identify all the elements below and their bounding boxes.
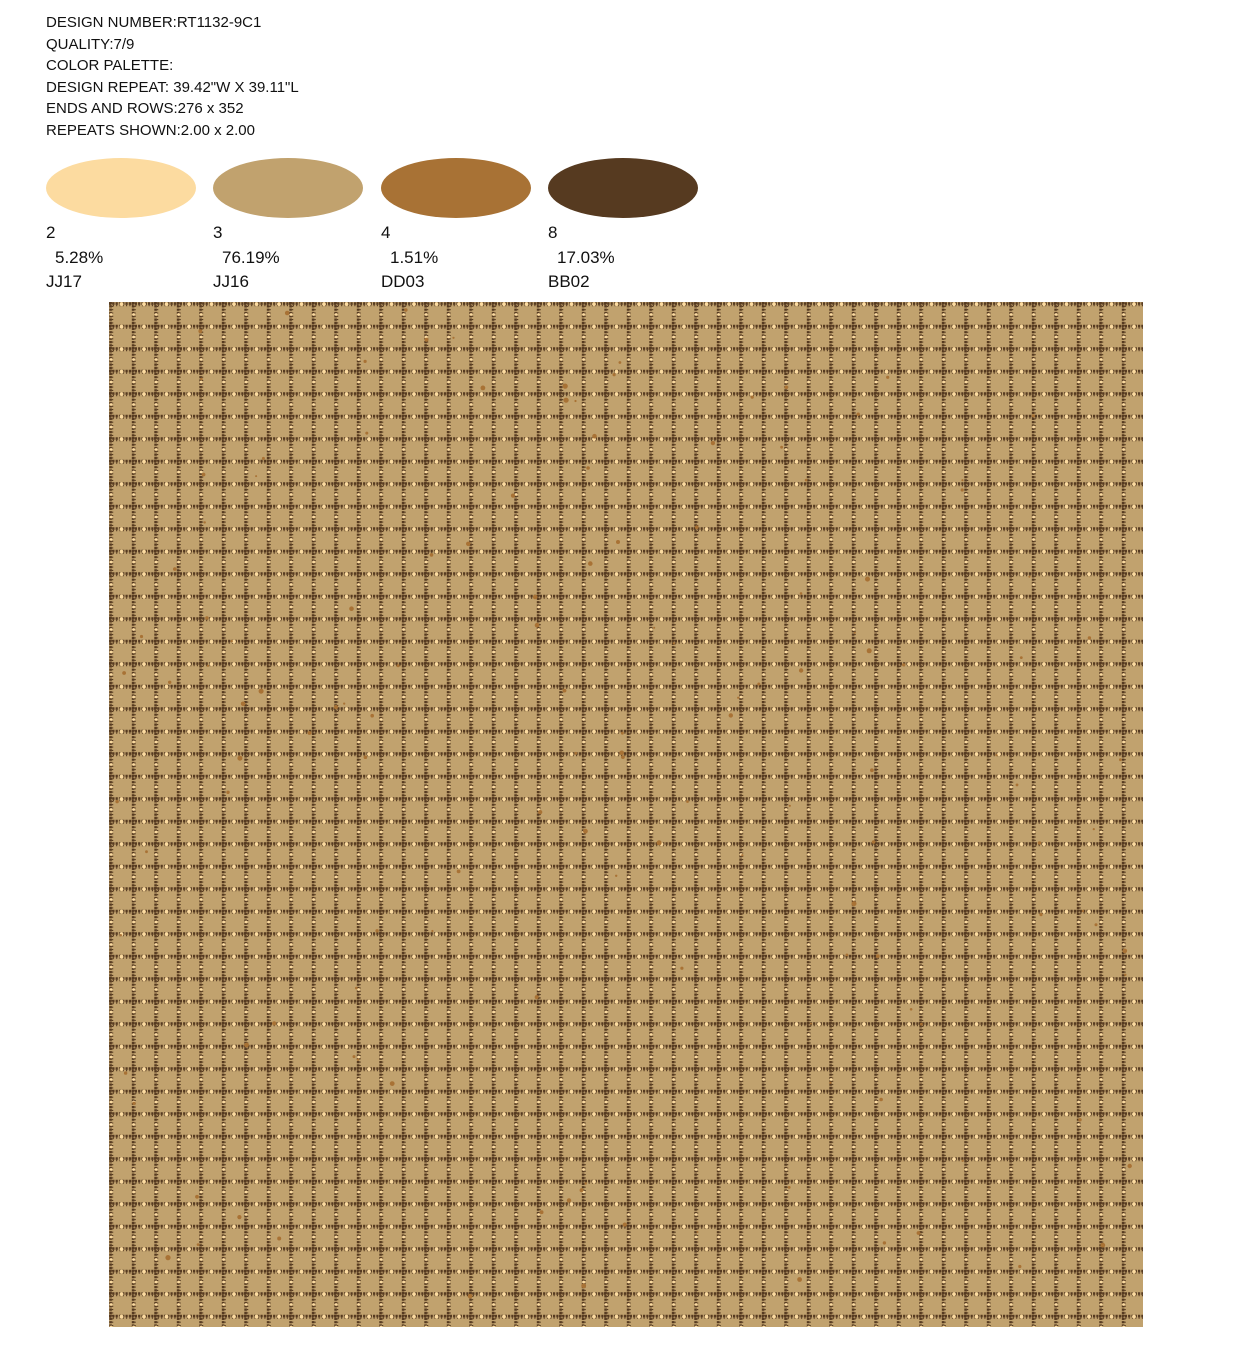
accent-speckle <box>120 934 122 936</box>
ends-and-rows: ENDS AND ROWS:276 x 352 <box>46 100 244 118</box>
accent-speckle <box>533 595 538 600</box>
quality: QUALITY:7/9 <box>46 35 135 53</box>
accent-speckle <box>1123 949 1128 954</box>
accent-speckle <box>343 703 345 705</box>
accent-speckle <box>145 850 148 853</box>
accent-speckle <box>357 1059 359 1061</box>
accent-speckle <box>621 755 625 759</box>
accent-speckle <box>696 1231 698 1233</box>
accent-speckle <box>872 840 876 844</box>
accent-speckle <box>563 689 567 693</box>
accent-speckle <box>846 954 849 957</box>
accent-speckle <box>653 627 655 629</box>
accent-speckle <box>364 755 368 759</box>
accent-speckle <box>852 901 857 906</box>
accent-speckle <box>198 329 202 333</box>
accent-speckle <box>751 396 754 399</box>
accent-speckle <box>737 697 739 699</box>
accent-speckle <box>1020 656 1023 659</box>
color-number: 3 <box>213 223 223 242</box>
accent-speckle <box>1016 784 1019 787</box>
accent-speckle <box>272 1021 276 1025</box>
accent-speckle <box>262 457 265 460</box>
accent-speckle <box>865 577 870 582</box>
color-percent: 5.28% <box>55 247 104 267</box>
accent-speckle <box>334 705 338 709</box>
color-percent: 17.03% <box>557 247 615 267</box>
carpet-pattern-preview <box>109 302 1143 1327</box>
accent-speckle <box>810 1023 812 1025</box>
accent-speckle <box>308 731 312 735</box>
accent-speckle <box>375 929 378 932</box>
accent-speckle <box>962 1160 964 1162</box>
accent-speckle <box>237 756 242 761</box>
accent-speckle <box>686 800 689 803</box>
accent-speckle <box>886 376 889 379</box>
accent-speckle <box>425 338 429 342</box>
color-number: 2 <box>46 223 56 242</box>
accent-speckle <box>797 1277 802 1282</box>
accent-speckle <box>277 1237 281 1241</box>
accent-speckle <box>538 810 542 814</box>
accent-speckle <box>255 475 257 477</box>
color-swatch <box>548 158 698 218</box>
accent-speckle <box>231 640 233 642</box>
accent-speckle <box>452 337 454 339</box>
accent-speckle <box>132 1102 135 1105</box>
accent-speckle <box>857 413 860 416</box>
accent-speckle <box>789 805 791 807</box>
accent-speckle <box>349 606 354 611</box>
accent-speckle <box>207 665 209 667</box>
accent-speckle <box>1124 974 1126 976</box>
accent-speckle <box>1128 1164 1132 1168</box>
accent-speckle <box>365 432 368 435</box>
accent-speckle <box>1018 1265 1021 1268</box>
accent-speckle <box>431 930 433 932</box>
accent-speckle <box>1038 841 1041 844</box>
accent-speckle <box>140 635 143 638</box>
accent-speckle <box>285 311 290 316</box>
accent-speckle <box>592 434 597 439</box>
accent-speckle <box>729 713 733 717</box>
repeats-shown: REPEATS SHOWN:2.00 x 2.00 <box>46 121 255 139</box>
accent-speckle <box>711 441 715 445</box>
accent-speckle <box>404 308 407 311</box>
accent-speckle <box>122 671 126 675</box>
accent-speckle <box>165 1255 170 1260</box>
accent-speckle <box>430 553 434 557</box>
accent-speckle <box>800 592 803 595</box>
accent-speckle <box>581 1283 586 1288</box>
accent-speckle <box>757 683 760 686</box>
palette-entry <box>548 158 708 295</box>
color-percent: 76.19% <box>222 247 280 267</box>
accent-speckle <box>563 384 568 389</box>
accent-speckle <box>829 1082 831 1084</box>
accent-speckle <box>920 1023 923 1026</box>
color-code: JJ16 <box>213 272 249 291</box>
accent-speckle <box>197 1243 200 1246</box>
accent-speckle <box>397 664 400 667</box>
color-number: 8 <box>548 223 558 242</box>
accent-speckle <box>961 479 963 481</box>
accent-speckle <box>1100 1243 1105 1248</box>
accent-speckle <box>588 561 593 566</box>
accent-speckle <box>468 1294 473 1299</box>
design-spec-block <box>46 12 299 142</box>
color-palette-heading: COLOR PALETTE: <box>46 57 174 75</box>
accent-speckle <box>995 754 997 756</box>
accent-speckle <box>870 768 874 772</box>
accent-speckle <box>205 616 208 619</box>
accent-speckle <box>1039 913 1042 916</box>
accent-speckle <box>1119 758 1122 761</box>
color-palette <box>46 158 746 298</box>
accent-speckle <box>124 1071 127 1074</box>
accent-speckle <box>695 525 699 529</box>
accent-speckle <box>370 714 374 718</box>
carpet-pattern-svg <box>109 302 1143 1327</box>
accent-speckle <box>673 642 675 644</box>
accent-speckle <box>202 473 206 477</box>
grid-fill <box>109 302 1143 1327</box>
accent-speckle <box>574 400 576 402</box>
color-code: BB02 <box>548 272 590 291</box>
color-swatch <box>213 158 363 218</box>
accent-speckle <box>195 1195 199 1199</box>
accent-speckle <box>1095 923 1098 926</box>
design-number: DESIGN NUMBER:RT1132-9C1 <box>46 14 262 31</box>
accent-speckle <box>741 854 743 856</box>
accent-speckle <box>567 1198 571 1202</box>
accent-speckle <box>917 1231 921 1235</box>
accent-speckle <box>237 1215 241 1219</box>
accent-speckle <box>680 967 683 970</box>
accent-speckle <box>1082 910 1084 912</box>
accent-speckle <box>616 540 620 544</box>
accent-speckle <box>799 668 803 672</box>
accent-speckle <box>115 800 118 803</box>
accent-speckle <box>540 1210 544 1214</box>
accent-speckle <box>902 663 905 666</box>
palette-entry <box>213 158 373 295</box>
accent-speckle <box>910 1008 913 1011</box>
accent-speckle <box>564 398 569 403</box>
color-code: DD03 <box>381 272 425 291</box>
accent-speckle <box>574 752 577 755</box>
palette-entry <box>46 158 206 295</box>
accent-speckle <box>854 632 856 634</box>
accent-speckle <box>259 689 264 694</box>
accent-speckle <box>613 373 616 376</box>
accent-speckle <box>200 378 203 381</box>
accent-speckle <box>168 681 171 684</box>
color-percent: 1.51% <box>390 247 439 267</box>
accent-speckle <box>623 1223 627 1227</box>
accent-speckle <box>481 386 486 391</box>
accent-speckle <box>785 386 789 390</box>
accent-speckle <box>390 1081 395 1086</box>
accent-speckle <box>780 446 783 449</box>
accent-speckle <box>586 466 590 470</box>
color-number: 4 <box>381 223 391 242</box>
accent-speckle <box>511 494 515 498</box>
accent-speckle <box>961 488 964 491</box>
accent-speckle <box>583 829 588 834</box>
accent-speckle <box>619 361 622 364</box>
accent-speckle <box>585 1182 587 1184</box>
accent-speckle <box>867 648 872 653</box>
accent-speckle <box>355 987 358 990</box>
accent-speckle <box>535 995 539 999</box>
accent-speckle <box>173 567 177 571</box>
palette-entry <box>381 158 541 295</box>
accent-speckle <box>226 791 229 794</box>
accent-speckle <box>879 1098 883 1102</box>
accent-speckle <box>1028 576 1030 578</box>
accent-speckle <box>580 1188 584 1192</box>
accent-speckle <box>883 1241 886 1244</box>
accent-speckle <box>1088 636 1091 639</box>
accent-speckle <box>788 1186 791 1189</box>
accent-speckle <box>466 542 470 546</box>
accent-speckle <box>1078 1118 1081 1121</box>
accent-speckle <box>364 360 367 363</box>
accent-speckle <box>353 1055 356 1058</box>
accent-speckle <box>621 732 624 735</box>
accent-speckle <box>535 623 540 628</box>
color-code: JJ17 <box>46 272 82 291</box>
accent-speckle <box>457 870 461 874</box>
accent-speckle <box>241 702 246 707</box>
accent-speckle <box>657 840 662 845</box>
accent-speckle <box>619 751 624 756</box>
accent-speckle <box>1093 828 1095 830</box>
accent-speckle <box>204 521 206 523</box>
design-repeat: DESIGN REPEAT: 39.42"W X 39.11"L <box>46 78 299 96</box>
accent-speckle <box>805 479 808 482</box>
color-swatch <box>46 158 196 218</box>
accent-speckle <box>1032 414 1035 417</box>
accent-speckle <box>876 954 880 958</box>
color-swatch <box>381 158 531 218</box>
accent-speckle <box>615 875 617 877</box>
accent-speckle <box>244 1043 249 1048</box>
